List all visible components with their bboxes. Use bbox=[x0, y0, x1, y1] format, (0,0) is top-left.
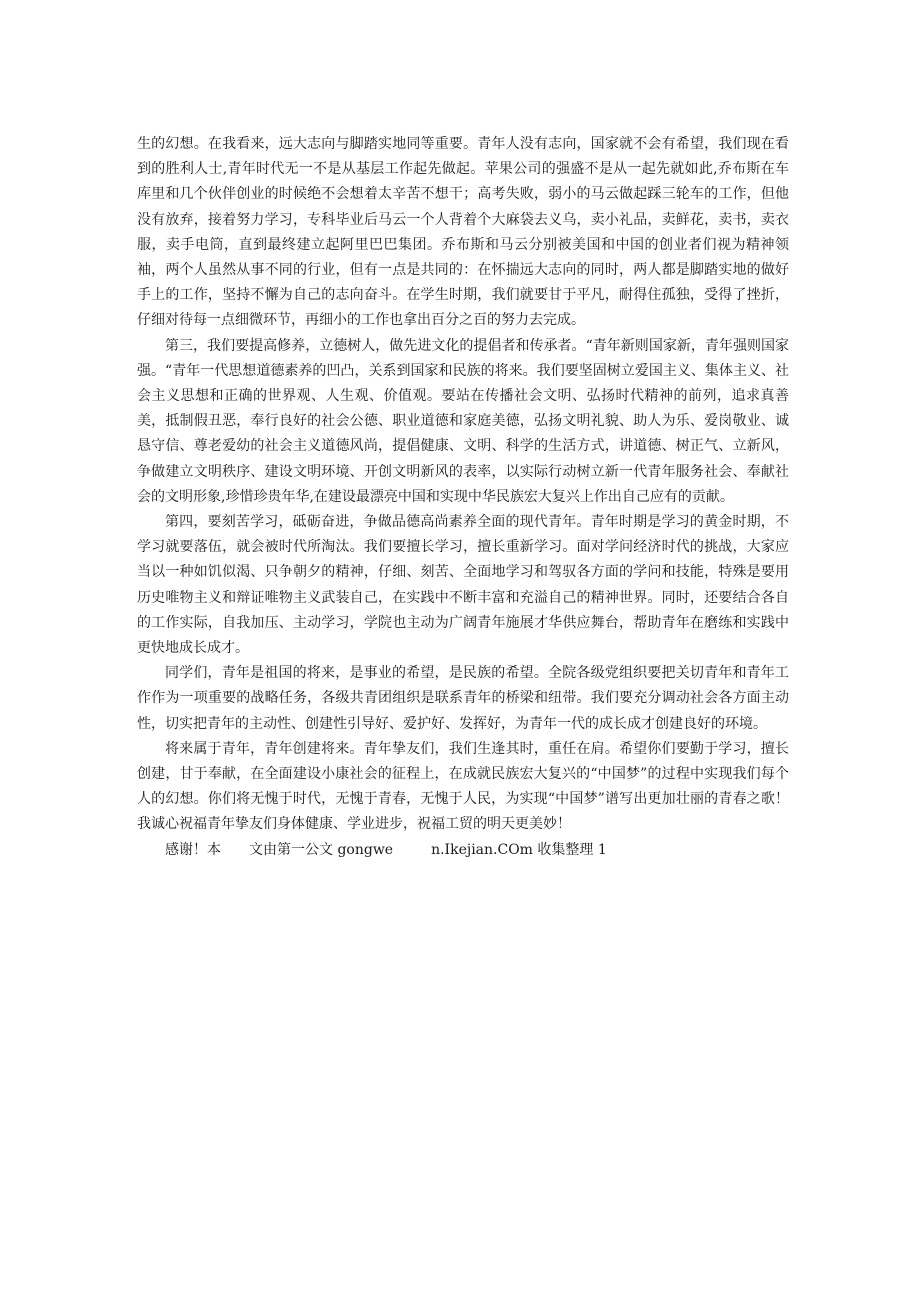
paragraph-3: 第四，要刻苦学习，砥砺奋进，争做品德高尚素养全面的现代青年。青年时期是学习的黄金时期，不学习就要落伍，就会被时代所淘汰。我们要擅长学习，擅长重新学习。面对学问经济时代的挑战，大家应当以一种如饥似渴、只争朝夕的精神，仔细、刻苦、全面地学习和驾驭各方面的学问和技能，特殊是要用历史唯物主义和辩证唯物主义武装自己，在实践中不断丰富和充溢自己的精神世界。同时，还要结合各自的工作实际，自我加压、主动学习，学院也主动为广阔青年施展才华供应舞台，帮助青年在磨练和实践中更快地成长成才。 bbox=[137, 514, 789, 657]
footer-part-2: 文由第一公文 gongwe bbox=[249, 841, 394, 858]
paragraph-1: 生的幻想。在我看来，远大志向与脚踏实地同等重要。青年人没有志向，国家就不会有希望，我们现在看到的胜利人士,青年时代无一不是从基层工作起先做起。苹果公司的强盛不是从一起先就如此,乔布斯在车库里和几个伙伴创业的时候绝不会想着太辛苦不想干；高考失败，弱小的马云做起踩三轮车的工作，但他没有放弃，接着努力学习，专科毕业后马云一个人背着个大麻袋去义乌，卖小礼品，卖鲜花，卖书，卖衣服，卖手电筒，直到最终建立起阿里巴巴集团。乔布斯和马云分别被美国和中国的创业者们视为精神领袖，两个人虽然从事不同的行业，但有一点是共同的：在怀揣远大志向的同时，两人都是脚踏实地的做好手上的工作，坚持不懈为自己的志向奋斗。在学生时期，我们就要甘于平凡，耐得住孤独，受得了挫折，仔细对待每一点细微环节，再细小的工作也拿出百分之百的努力去完成。 bbox=[137, 136, 789, 329]
footer-part-3: n.Ikejian.COm 收集整理 1 bbox=[431, 841, 607, 858]
footer-line bbox=[137, 838, 789, 863]
document-body bbox=[137, 132, 789, 863]
paragraph-5: 将来属于青年，青年创建将来。青年挚友们，我们生逢其时，重任在肩。希望你们要勤于学习，擅长创建，甘于奉献，在全面建设小康社会的征程上，在成就民族宏大复兴的“中国梦”的过程中实现我们每个人的幻想。你们将无愧于时代，无愧于青春，无愧于人民，为实现“中国梦”谱写出更加壮丽的青春之歌！我诚心祝福青年挚友们身体健康、学业进步，祝福工贸的明天更美妙！ bbox=[137, 740, 789, 833]
paragraph-2: 第三，我们要提高修养，立德树人，做先进文化的提倡者和传承者。“青年新则国家新，青年强则国家强。“青年一代思想道德素养的凹凸，关系到国家和民族的将来。我们要坚固树立爱国主义、集体主义、社会主义思想和正确的世界观、人生观、价值观。要站在传播社会文明、弘扬时代精神的前列，追求真善美，抵制假丑恶，奉行良好的社会公德、职业道德和家庭美德，弘扬文明礼貌、助人为乐、爱岗敬业、诚恳守信、尊老爱幼的社会主义道德风尚，提倡健康、文明、科学的生活方式，讲道德、树正气、立新风，争做建立文明秩序、建设文明环境、开创文明新风的表率，以实际行动树立新一代青年服务社会、奉献社会的文明形象,珍惜珍贵年华,在建设最漂亮中国和实现中华民族宏大复兴上作出自己应有的贡献。 bbox=[137, 337, 789, 505]
paragraph-4: 同学们，青年是祖国的将来，是事业的希望，是民族的希望。全院各级党组织要把关切青年和青年工作作为一项重要的战略任务，各级共青团组织是联系青年的桥梁和纽带。我们要充分调动社会各方面主动性，切实把青年的主动性、创建性引导好、爱护好、发挥好，为青年一代的成长成才创建良好的环境。 bbox=[137, 665, 789, 732]
footer-part-1: 感谢！本 bbox=[165, 841, 221, 858]
